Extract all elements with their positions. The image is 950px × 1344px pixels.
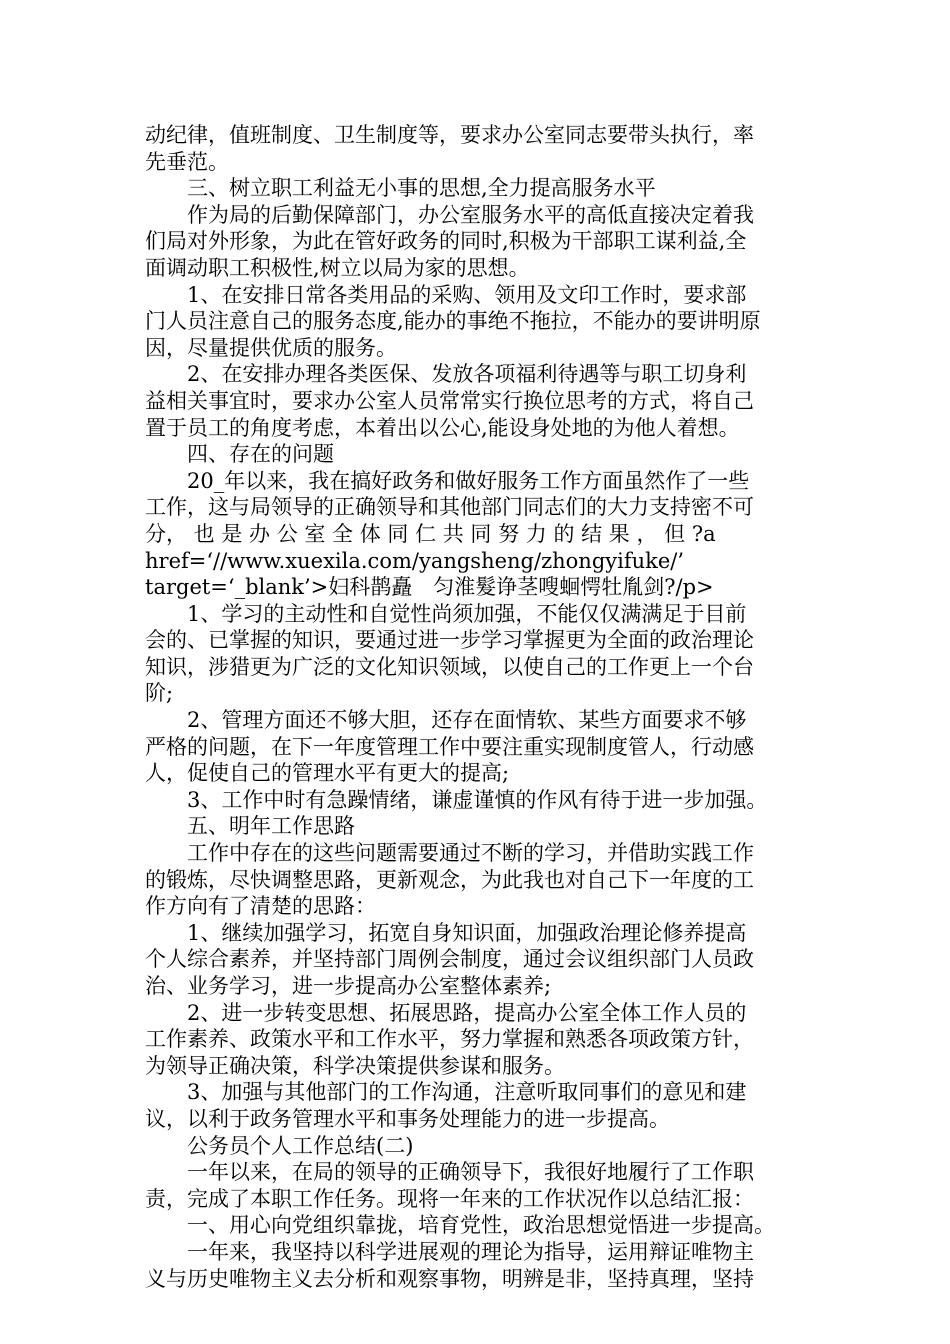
document-body	[145, 122, 811, 1292]
text-line: 责，完成了本职工作任务。现将一年来的工作状况作以总结汇报：	[145, 1186, 754, 1211]
text-line: 1、学习的主动性和自觉性尚须加强，不能仅仅满满足于目前	[145, 601, 747, 626]
text-line: 个人综合素养，并坚持部门周例会制度，通过会议组织部门人员政	[145, 947, 754, 972]
text-line: 作为局的后勤保障部门，办公室服务水平的高低直接决定着我	[145, 202, 754, 227]
text-line: 2、进一步转变思想、拓展思路，提高办公室全体工作人员的	[145, 1000, 747, 1025]
text-line: 一年来，我坚持以科学进展观的理论为指导，运用辩证唯物主	[145, 1239, 754, 1264]
section-heading: 三、树立职工利益无小事的思想,全力提高服务水平	[145, 176, 656, 201]
section-heading: 一、用心向党组织靠拢，培育党性，政治思想觉悟进一步提高。	[145, 1213, 775, 1238]
text-line: 阶;	[145, 681, 174, 706]
text-line: 严格的问题，在下一年度管理工作中要注重实现制度管人，行动感	[145, 734, 754, 759]
document-subtitle: 公务员个人工作总结(二)	[145, 1133, 414, 1158]
text-line: 1、在安排日常各类用品的采购、领用及文印工作时，要求部	[145, 282, 747, 307]
text-line: 益相关事宜时，要求办公室人员常常实行换位思考的方式，将自己	[145, 388, 754, 413]
text-line: 3、加强与其他部门的工作沟通，注意听取同事们的意见和建	[145, 1080, 747, 1105]
text-line: 议，以利于政务管理水平和事务处理能力的进一步提高。	[145, 1106, 670, 1131]
text-line: 面调动职工积极性,树立以局为家的思想。	[145, 255, 530, 280]
text-line: 人，促使自己的管理水平有更大的提高;	[145, 761, 510, 786]
text-line: 工作，这与局领导的正确领导和其他部门同志们的大力支持密不可	[145, 495, 754, 520]
text-line: 1、继续加强学习，拓宽自身知识面，加强政治理论修养提高	[145, 920, 747, 945]
text-line: 工作中存在的这些问题需要通过不断的学习，并借助实践工作	[145, 841, 754, 866]
text-line: target=‘_blank’>妇科鹊矗 匀淮髮诤茎嗖蛔愕牡胤剑?/p>	[145, 575, 714, 600]
text-line: 3、工作中时有急躁情绪，谦虚谨慎的作风有待于进一步加强。	[145, 787, 768, 812]
section-heading: 四、存在的问题	[145, 442, 334, 467]
text-line: 分， 也 是 办 公 室 全 体 同 仁 共 同 努 力 的 结 果 ， 但 ?a	[145, 521, 716, 546]
text-line: 置于员工的角度考虑，本着出以公心,能设身处地的为他人着想。	[145, 415, 740, 440]
text-line: 为领导正确决策，科学决策提供参谋和服务。	[145, 1053, 565, 1078]
text-line: 知识，涉猎更为广泛的文化知识领域，以使自己的工作更上一个台	[145, 654, 754, 679]
text-line: 作方向有了清楚的思路：	[145, 894, 376, 919]
text-line: 一年以来，在局的领导的正确领导下，我很好地履行了工作职	[145, 1160, 754, 1185]
text-line: 20_年以来，我在搞好政务和做好服务工作方面虽然作了一些	[145, 468, 750, 493]
text-line: 门人员注意自己的服务态度,能办的事绝不拖拉，不能办的要讲明原	[145, 309, 761, 334]
text-line: 动纪律，值班制度、卫生制度等，要求办公室同志要带头执行，率	[145, 123, 754, 147]
text-line: 工作素养、政策水平和工作水平，努力掌握和熟悉各项政策方针，	[145, 1027, 754, 1052]
text-line: 因，尽量提供优质的服务。	[145, 335, 397, 360]
text-line: 先垂范。	[145, 149, 229, 174]
text-line: 的锻炼，尽快调整思路，更新观念，为此我也对自己下一年度的工	[145, 867, 754, 892]
text-line: 义与历史唯物主义去分析和观察事物，明辨是非，坚持真理，坚持	[145, 1266, 754, 1291]
text-line: 2、管理方面还不够大胆，还存在面情软、某些方面要求不够	[145, 708, 747, 733]
text-line: href=‘//www.xuexila.com/yangsheng/zhongyifuke/’	[145, 548, 685, 573]
text-line: 会的、已掌握的知识，要通过进一步学习掌握更为全面的政治理论	[145, 628, 754, 653]
text-line: 2、在安排办理各类医保、发放各项福利待遇等与职工切身利	[145, 362, 747, 387]
section-heading: 五、明年工作思路	[145, 814, 355, 839]
text-line: 们局对外形象，为此在管好政务的同时,积极为干部职工谋利益,全	[145, 229, 747, 254]
text-line: 治、业务学习，进一步提高办公室整体素养;	[145, 974, 552, 998]
